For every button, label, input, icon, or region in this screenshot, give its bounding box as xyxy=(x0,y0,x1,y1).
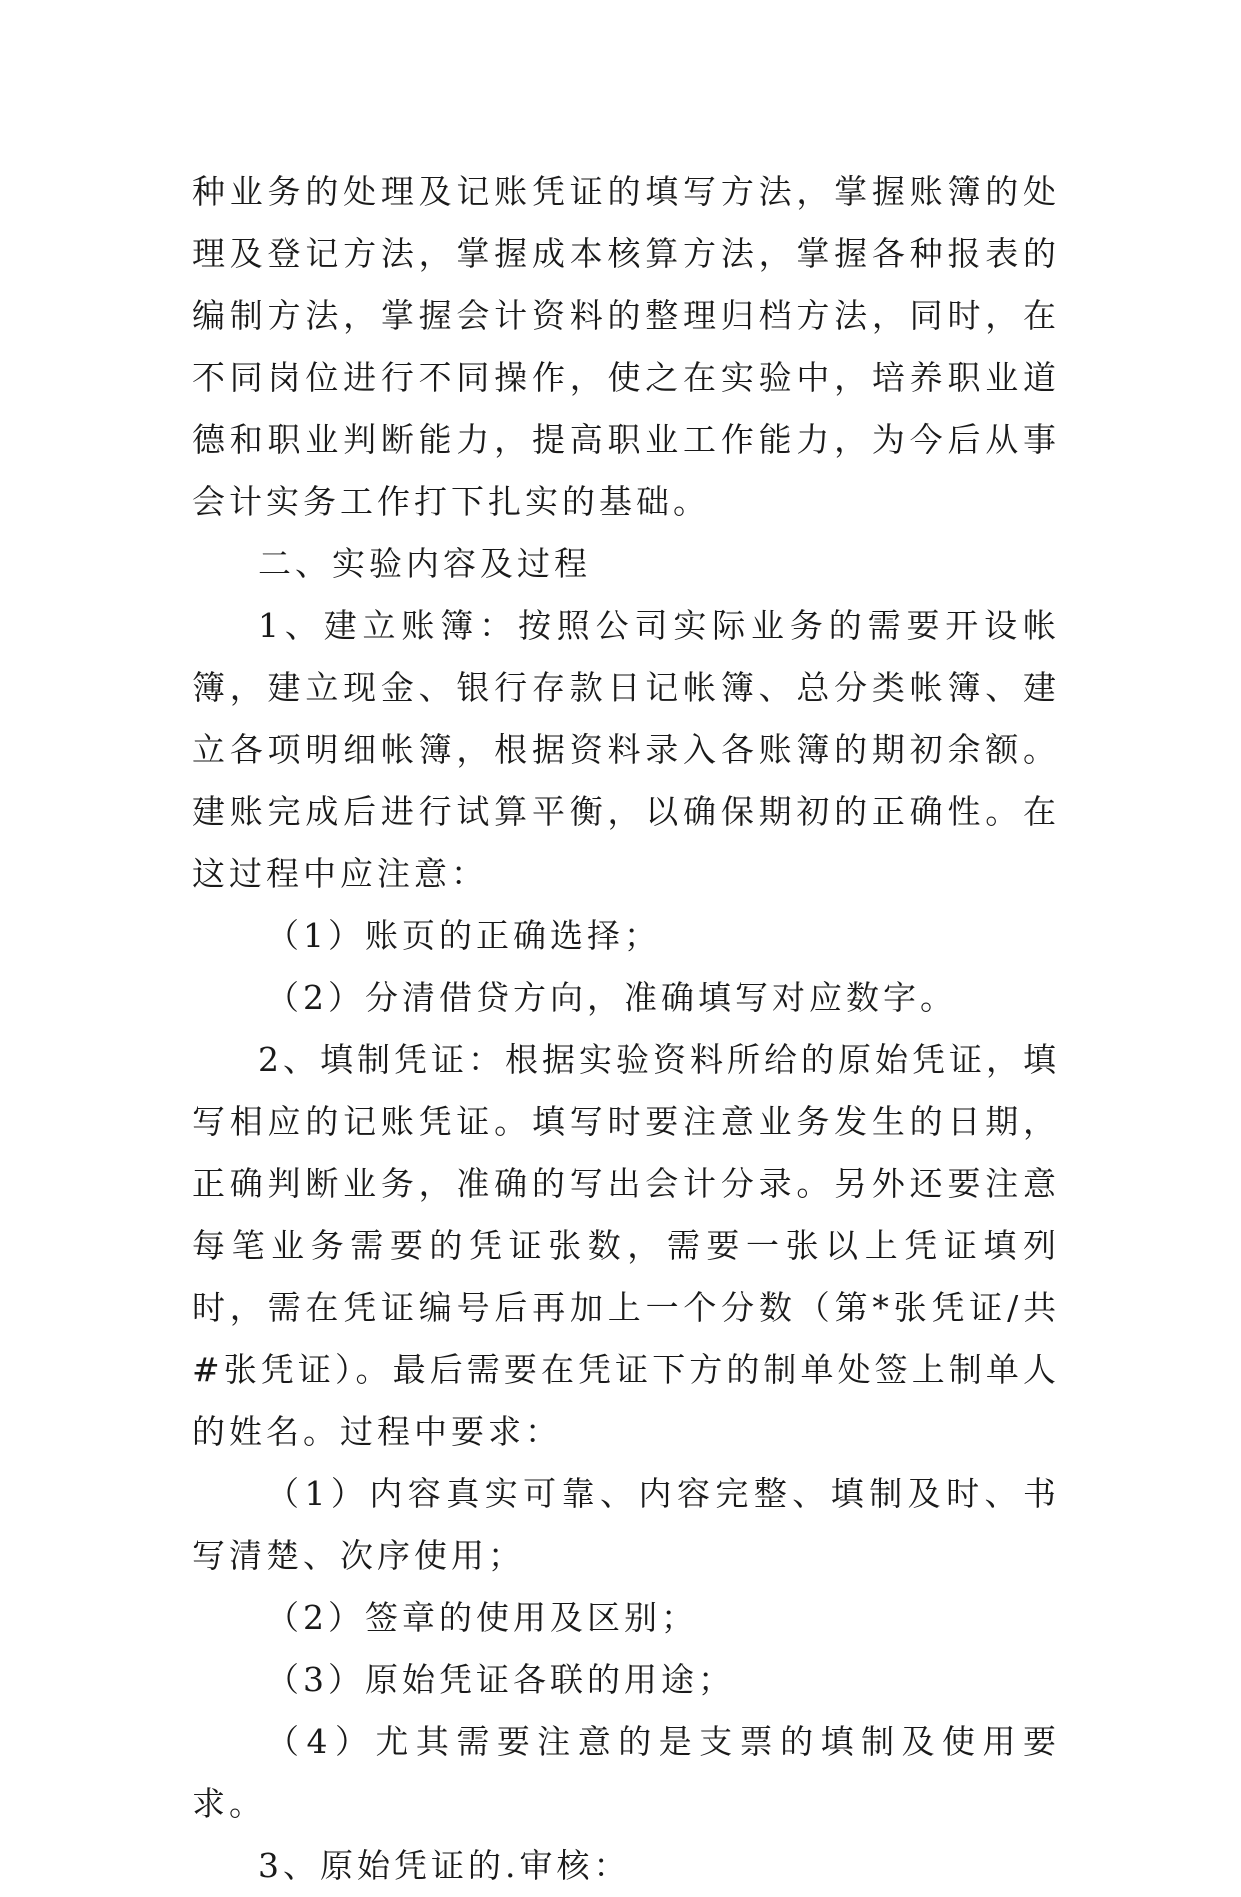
list-item-ledger-1: （1）账页的正确选择； xyxy=(266,916,661,955)
list-item-ledger-2: （2）分清借贷方向，准确填写对应数字。 xyxy=(266,978,957,1017)
list-item-voucher-1: （1）内容真实可靠、内容完整、填制及时、书写清楚、次序使用； xyxy=(192,1474,1060,1575)
list-item-voucher-3: （3）原始凭证各联的用途； xyxy=(266,1660,735,1699)
document-body xyxy=(192,161,1060,1897)
paragraph-objectives-continued: 种业务的处理及记账凭证的填写方法，掌握账簿的处理及登记方法，掌握成本核算方法，掌握各种报表的编制方法，掌握会计资料的整理归档方法，同时，在不同岗位进行不同操作，使之在实验中，培养职业道德和职业判断能力，提高职业工作能力，为今后从事会计实务工作打下扎实的基础。 xyxy=(192,172,1060,521)
list-item-voucher-2: （2）签章的使用及区别； xyxy=(266,1598,698,1637)
paragraph-review-vouchers: 3、原始凭证的.审核： xyxy=(258,1846,631,1885)
list-item-voucher-4: （4）尤其需要注意的是支票的填制及使用要求。 xyxy=(192,1722,1060,1823)
section-heading-content-process: 二、实验内容及过程 xyxy=(258,544,591,583)
paragraph-establish-ledgers: 1、建立账簿：按照公司实际业务的需要开设帐簿，建立现金、银行存款日记帐簿、总分类帐簿、建立各项明细帐簿，根据资料录入各账簿的期初余额。建账完成后进行试算平衡，以确保期初的正确性。在这过程中应注意： xyxy=(192,606,1060,893)
paragraph-fill-vouchers: 2、填制凭证：根据实验资料所给的原始凭证，填写相应的记账凭证。填写时要注意业务发生的日期，正确判断业务，准确的写出会计分录。另外还要注意每笔业务需要的凭证张数，需要一张以上凭证填列时，需在凭证编号后再加上一个分数（第*张凭证/共#张凭证）。最后需要在凭证下方的制单处签上制单人的姓名。过程中要求： xyxy=(192,1040,1060,1451)
